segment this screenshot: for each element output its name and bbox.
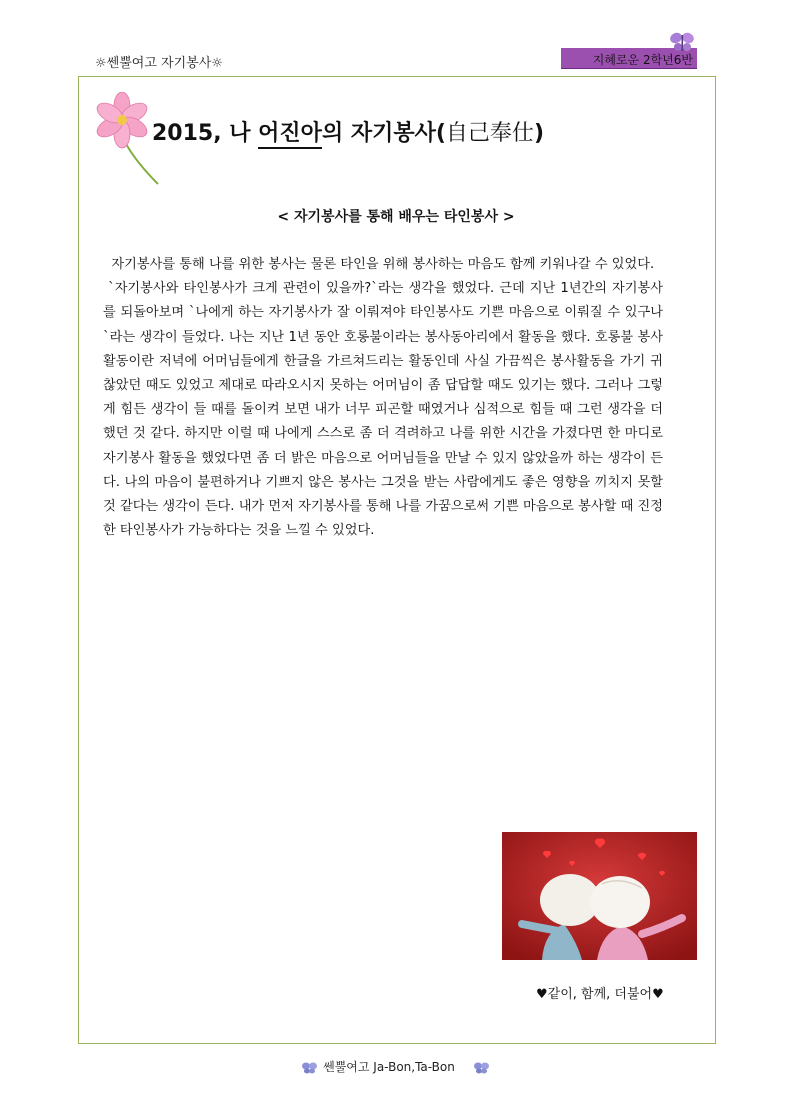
header-left-text: ☼쎈뿔여고 자기봉사☼	[95, 56, 223, 71]
title-close: )	[533, 121, 544, 146]
butterfly-icon	[301, 1061, 319, 1075]
section-subtitle: < 자기봉사를 통해 배우는 타인봉사 >	[277, 209, 515, 225]
hugging-couple-hearts-illustration	[502, 832, 697, 960]
header-class-label: 지혜로운 2학년6반	[592, 53, 693, 67]
cosmos-flower-icon	[88, 92, 160, 188]
title-name: 어진아	[258, 121, 322, 149]
illustration-caption: ♥같이, 함께, 더불어♥	[536, 987, 664, 1002]
page-footer	[0, 1058, 792, 1075]
paragraph: 자기봉사를 통해 나를 위한 봉사는 물론 타인을 위해 봉사하는 마음도 함께 키워나갈 수 있었다.	[103, 257, 655, 272]
title-suffix: 의 자기봉사(	[321, 121, 446, 146]
butterfly-icon	[668, 30, 698, 56]
footer-text: 쎈뿔여고 Ja-Bon,Ta-Bon	[323, 1060, 455, 1074]
paragraph: `자기봉사와 타인봉사가 크게 관련이 있을까?`라는 생각을 했었다. 근데 지난 1년간의 자기봉사를 되돌아보며 `나에게 하는 자기봉사가 잘 이뤄져야 타인봉사도 기쁜 마음으로 이뤄질 수 있구나`라는 생각이 들었다. 나는 지난 1년 동안 호롱불이라는 봉사동아리에서 활동을 했다. 호롱불 봉사활동이란 저녁에 어머님들에게 한글을 가르쳐드리는 활동인데 사실 가끔씩은 봉사활동을 가기 귀찮았던 때도 있었고 제대로 따라오시지 못하는 어머님이 좀 답답할 때도 있기는 했다. 그러나 그렇게 힘든 생각이 들 때를 돌이켜 보면 내가 너무 피곤할 때였거나 심적으로 힘들 때 그런 생각을 더 했던 것 같다. 하지만 이럴 때 나에게 스스로 좀 더 격려하고 나를 위한 시간을 가졌다면 한 마디로 자기봉사 활동을 했었다면 좀 더 밝은 마음으로 어머님들을 만날 수 있지 않았을까 하는 생각이 든다. 나의 마음이 불편하거나 기쁘지 않은 봉사는 그것을 받는 사람에게도 좋은 영향을 끼치지 못할 것 같다는 생각이 든다. 내가 먼저 자기봉사를 통해 나를 가꿈으로써 기쁜 마음으로 봉사할 때 진정한 타인봉사가 가능하다는 것을 느낄 수 있었다.	[103, 281, 668, 539]
page-title	[152, 116, 544, 147]
butterfly-icon	[473, 1061, 491, 1075]
title-hanja: 自己奉仕	[445, 121, 534, 146]
essay-body	[103, 253, 668, 543]
title-prefix: 2015, 나	[152, 121, 259, 146]
